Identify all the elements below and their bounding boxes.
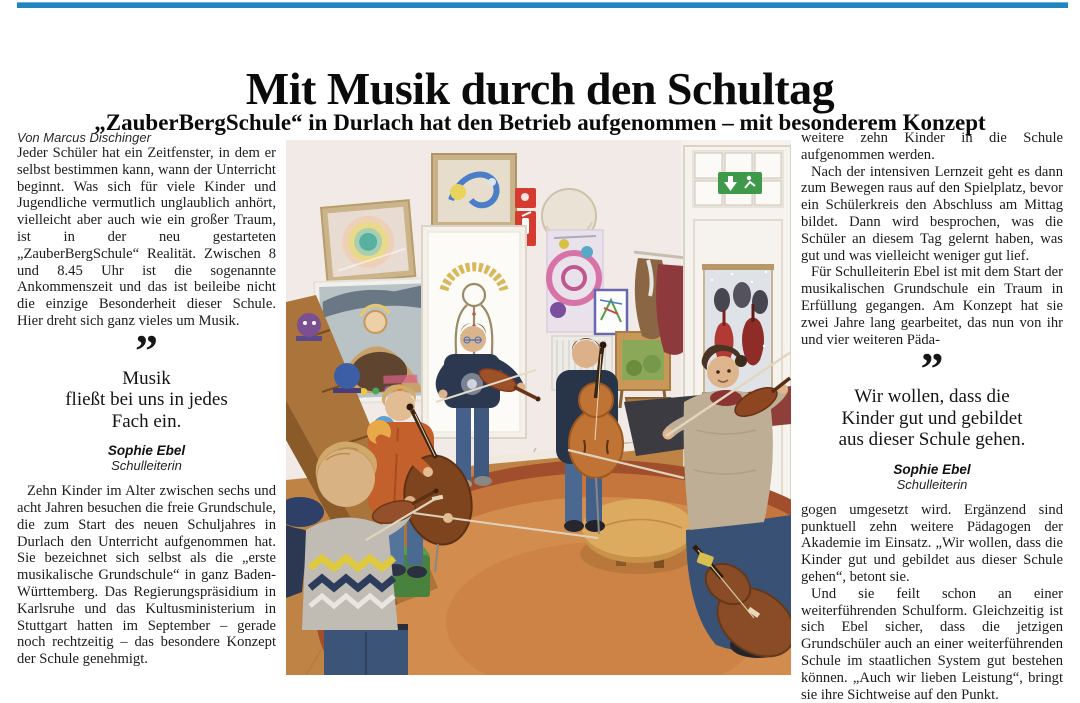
paragraph: Zehn Kinder im Alter zwischen sechs und acht Jahren besuchen die freie Grundschule, die zum Start des neuen Schuljahres in Durlach den Unterricht aufgenommen hat. Sie bezeichnet sich selbst als die „erste musikalische Grundschule“ in ganz Baden-Württemberg. Das Regierungspräsidium in Karlsruhe und das Kultusministerium in Stuttgart hatten im September – gerade noch rechtzeitig – das besondere Konzept der Schule genehmigt.	[17, 483, 276, 668]
attribution-role: Schulleiterin	[111, 458, 182, 474]
paragraph: Jeder Schüler hat ein Zeitfenster, in dem er selbst bestimmen kann, wann der Unterricht beginnt. Was sich für viele Kinder und Jugendliche vermutlich unglaublich anhört, vielleicht aber auch wie ein großer Traum, ist in der neu gestarteten „ZauberBergSchule“ Realität. Zwischen 8 und 8.45 Uhr ist die sogenannte Ankommenszeit und das ist beileibe nicht die einzige Besonderheit dieser Schule. Hier dreht sich ganz vieles um Musik.	[17, 145, 276, 329]
attribution-role: Schulleiterin	[896, 476, 968, 492]
quote-line: Fach ein.	[111, 410, 182, 432]
quote-line: fließt bei uns in jedes	[65, 389, 228, 411]
article-headline: Mit Musik durch den Schultag	[245, 62, 835, 114]
quote-line: Kinder gut und gebildet	[841, 407, 1023, 429]
byline: Von Marcus Dischinger	[17, 130, 151, 145]
top-rule	[17, 2, 1068, 8]
paragraph: weitere zehn Kinder in die Schule aufgenommen werden.	[801, 130, 1063, 163]
rainbow-painting	[321, 200, 415, 283]
paragraph: gogen umgesetzt wird. Ergänzend sind punktuell zehn weitere Pädagogen der Akademie im Einsatz. „Wir wollen, dass die Kinder gut und gebildet aus dieser Schule gehen“, betont sie.	[801, 501, 1063, 586]
article-photo	[286, 140, 791, 675]
quote-mark-icon: ”	[920, 343, 944, 395]
paragraph: Nach der intensiven Lernzeit geht es dann zum Bewegen raus auf den Spielplatz, bevor ein Schülerkreis den Abschluss am Mittag bildet. Dann wird besprochen, was die Schüler an diesem Tag gelernt haben, was gut und was vielleicht weniger gut lief.	[801, 163, 1063, 264]
emergency-exit-sign	[718, 172, 762, 194]
attribution-name: Sophie Ebel	[107, 443, 186, 459]
classroom-illustration	[286, 140, 791, 675]
paragraph: Für Schulleiterin Ebel ist mit dem Start der musikalischen Grundschule ein Traum in Erfüllung gegangen. Am Konzept hat sie zwei Jahre lang gearbeitet, das nun von ihr und vier weiteren Päda-	[801, 264, 1063, 348]
quote-mark-icon: ”	[135, 324, 158, 376]
right-column	[801, 130, 1063, 703]
quote-line: Musik	[122, 367, 171, 389]
paragraph: Und sie feilt schon an einer weiterführenden Schulform. Gleichzeitig ist sich Ebel sicher, dass die jetzigen Grundschüler auch an einer weiterführenden Schule im staatlichen System gut bestehen können. „Auch wir lieben Leistung“, bringt sie ihre Sichtweise auf den Punkt.	[801, 585, 1063, 703]
pull-quote-left	[17, 324, 276, 474]
child-drawing-frame	[595, 290, 627, 334]
left-column	[17, 130, 276, 668]
attribution-name: Sophie Ebel	[893, 461, 971, 477]
quote-line: aus dieser Schule gehen.	[838, 429, 1026, 451]
article-subheadline: „ZauberBergSchule“ in Durlach hat den Betrieb aufgenommen – mit besonderem Konzept	[94, 110, 986, 136]
swirl-painting	[432, 154, 516, 228]
quote-line: Wir wollen, dass die	[854, 386, 1010, 408]
pull-quote-right	[801, 343, 1063, 492]
